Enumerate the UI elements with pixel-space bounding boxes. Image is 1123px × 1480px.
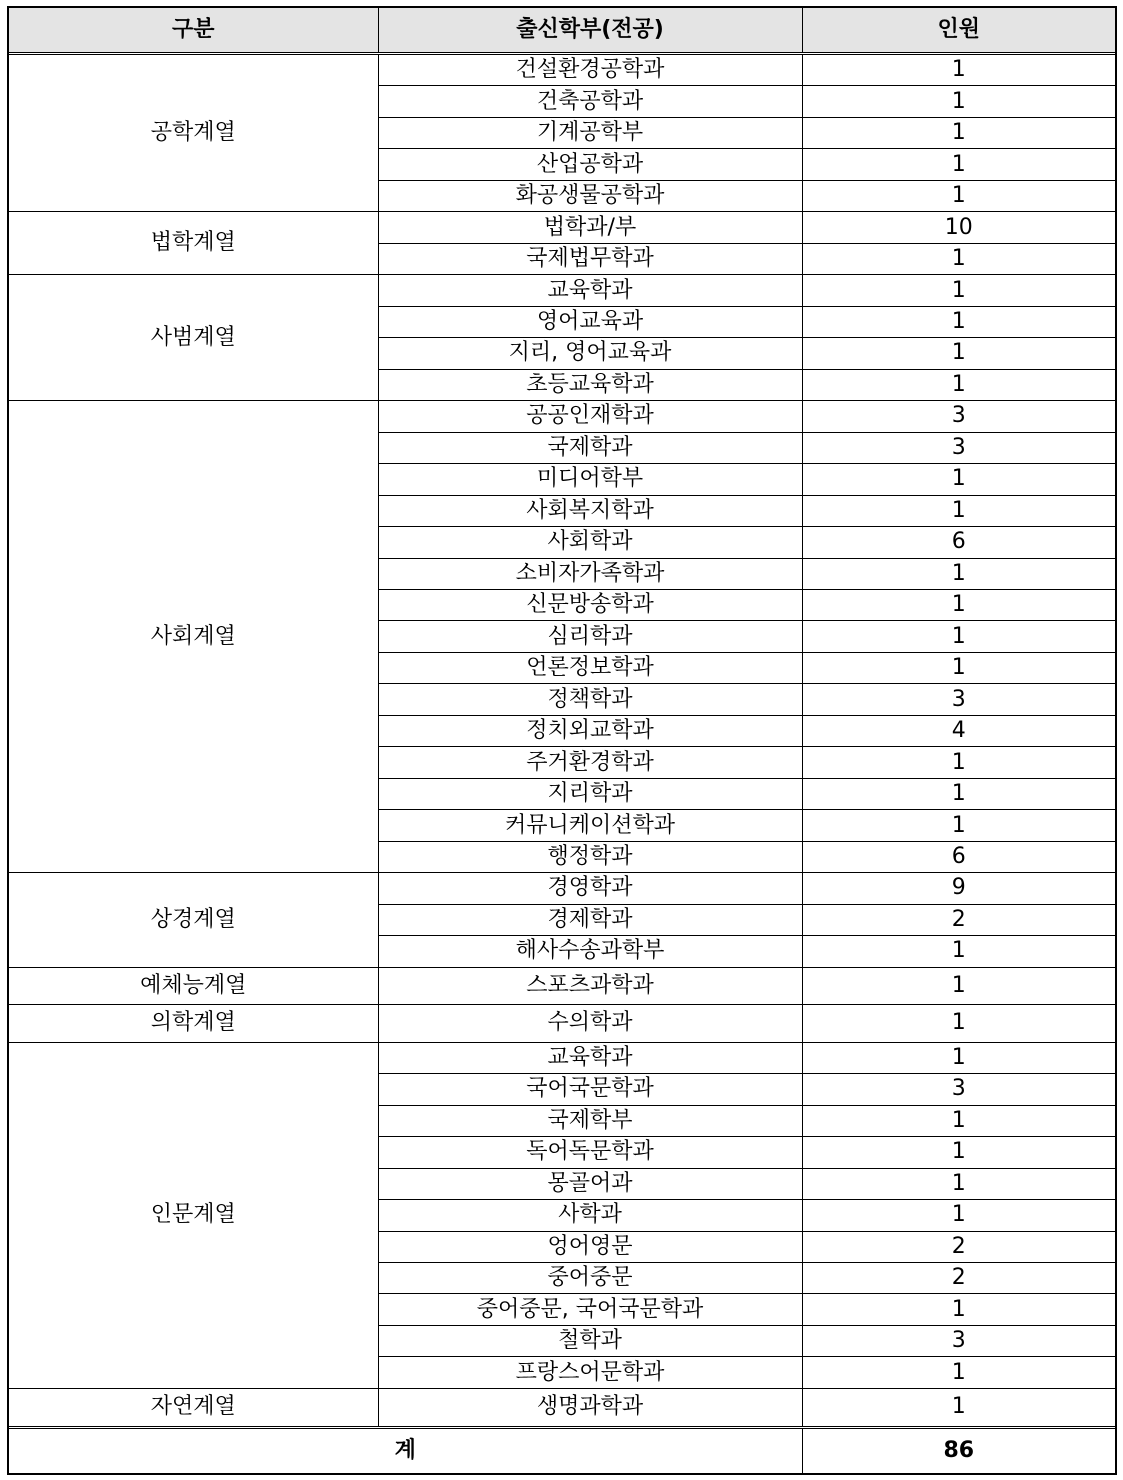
major-cell: 국제학부 [378, 1105, 802, 1136]
table-row [9, 212, 1115, 243]
count-cell: 1 [802, 1137, 1115, 1168]
count-cell: 1 [802, 149, 1115, 180]
major-cell: 행정학과 [378, 841, 802, 872]
count-cell: 1 [802, 1105, 1115, 1136]
count-cell: 1 [802, 54, 1115, 86]
major-cell: 경제학과 [378, 904, 802, 935]
category-cell: 법학계열 [9, 212, 378, 275]
enrollment-table [9, 8, 1115, 1473]
table-row [9, 1042, 1115, 1073]
category-cell: 공학계열 [9, 54, 378, 212]
table-row [9, 873, 1115, 904]
major-cell: 미디어학부 [378, 464, 802, 495]
count-cell: 1 [802, 621, 1115, 652]
major-cell: 법학과/부 [378, 212, 802, 243]
major-cell: 프랑스어문학과 [378, 1357, 802, 1388]
table-row [9, 1388, 1115, 1427]
major-cell: 지리학과 [378, 778, 802, 809]
major-cell: 국제법무학과 [378, 243, 802, 274]
count-cell: 1 [802, 369, 1115, 400]
count-cell: 1 [802, 1042, 1115, 1073]
table-row [9, 275, 1115, 306]
category-cell: 사회계열 [9, 401, 378, 873]
major-cell: 초등교육학과 [378, 369, 802, 400]
count-cell: 6 [802, 527, 1115, 558]
category-cell: 예체능계열 [9, 967, 378, 1005]
table-row [9, 1005, 1115, 1043]
count-cell: 1 [802, 1005, 1115, 1043]
total-value: 86 [802, 1428, 1115, 1474]
major-cell: 커뮤니케이션학과 [378, 810, 802, 841]
count-cell: 1 [802, 495, 1115, 526]
major-cell: 국어국문학과 [378, 1074, 802, 1105]
count-cell: 1 [802, 810, 1115, 841]
major-cell: 공공인재학과 [378, 401, 802, 432]
category-cell: 자연계열 [9, 1388, 378, 1427]
count-cell: 1 [802, 558, 1115, 589]
total-row [9, 1428, 1115, 1474]
count-cell: 4 [802, 715, 1115, 746]
table-row [9, 967, 1115, 1005]
major-cell: 사회복지학과 [378, 495, 802, 526]
total-label: 계 [9, 1428, 802, 1474]
major-cell: 사학과 [378, 1200, 802, 1231]
major-cell: 소비자가족학과 [378, 558, 802, 589]
major-cell: 중어중문, 국어국문학과 [378, 1294, 802, 1325]
major-cell: 철학과 [378, 1325, 802, 1356]
major-cell: 언론정보학과 [378, 652, 802, 683]
category-cell: 인문계열 [9, 1042, 378, 1388]
count-cell: 3 [802, 1325, 1115, 1356]
count-cell: 1 [802, 243, 1115, 274]
major-cell: 정치외교학과 [378, 715, 802, 746]
major-cell: 산업공학과 [378, 149, 802, 180]
major-cell: 사회학과 [378, 527, 802, 558]
header-major: 출신학부(전공) [378, 8, 802, 54]
count-cell: 2 [802, 1263, 1115, 1294]
count-cell: 1 [802, 464, 1115, 495]
header-count: 인원 [802, 8, 1115, 54]
major-cell: 경영학과 [378, 873, 802, 904]
major-cell: 독어독문학과 [378, 1137, 802, 1168]
count-cell: 1 [802, 86, 1115, 117]
major-cell: 화공생물공학과 [378, 180, 802, 211]
major-cell: 심리학과 [378, 621, 802, 652]
count-cell: 1 [802, 117, 1115, 148]
major-cell: 건축공학과 [378, 86, 802, 117]
major-cell: 엉어영문 [378, 1231, 802, 1262]
major-cell: 몽골어과 [378, 1168, 802, 1199]
count-cell: 2 [802, 1231, 1115, 1262]
category-cell: 상경계열 [9, 873, 378, 967]
header-row [9, 8, 1115, 54]
count-cell: 1 [802, 306, 1115, 337]
count-cell: 1 [802, 778, 1115, 809]
major-cell: 생명과학과 [378, 1388, 802, 1427]
count-cell: 3 [802, 401, 1115, 432]
count-cell: 1 [802, 1357, 1115, 1388]
category-cell: 의학계열 [9, 1005, 378, 1043]
count-cell: 2 [802, 904, 1115, 935]
table-row [9, 401, 1115, 432]
major-cell: 신문방송학과 [378, 589, 802, 620]
major-cell: 교육학과 [378, 1042, 802, 1073]
header-category: 구분 [9, 8, 378, 54]
table-body [9, 54, 1115, 1428]
count-cell: 1 [802, 967, 1115, 1005]
enrollment-table-frame [7, 6, 1117, 1475]
count-cell: 1 [802, 589, 1115, 620]
count-cell: 3 [802, 684, 1115, 715]
major-cell: 해사수송과학부 [378, 936, 802, 967]
major-cell: 스포츠과학과 [378, 967, 802, 1005]
count-cell: 1 [802, 1294, 1115, 1325]
count-cell: 3 [802, 432, 1115, 463]
table-row [9, 54, 1115, 86]
count-cell: 1 [802, 1388, 1115, 1427]
count-cell: 1 [802, 936, 1115, 967]
major-cell: 기계공학부 [378, 117, 802, 148]
major-cell: 정책학과 [378, 684, 802, 715]
major-cell: 교육학과 [378, 275, 802, 306]
count-cell: 1 [802, 652, 1115, 683]
category-cell: 사범계열 [9, 275, 378, 401]
major-cell: 수의학과 [378, 1005, 802, 1043]
major-cell: 영어교육과 [378, 306, 802, 337]
count-cell: 3 [802, 1074, 1115, 1105]
major-cell: 국제학과 [378, 432, 802, 463]
count-cell: 1 [802, 1168, 1115, 1199]
count-cell: 1 [802, 275, 1115, 306]
count-cell: 1 [802, 747, 1115, 778]
major-cell: 주거환경학과 [378, 747, 802, 778]
count-cell: 1 [802, 1200, 1115, 1231]
count-cell: 1 [802, 180, 1115, 211]
count-cell: 1 [802, 338, 1115, 369]
count-cell: 9 [802, 873, 1115, 904]
major-cell: 중어중문 [378, 1263, 802, 1294]
count-cell: 10 [802, 212, 1115, 243]
count-cell: 6 [802, 841, 1115, 872]
major-cell: 지리, 영어교육과 [378, 338, 802, 369]
major-cell: 건설환경공학과 [378, 54, 802, 86]
